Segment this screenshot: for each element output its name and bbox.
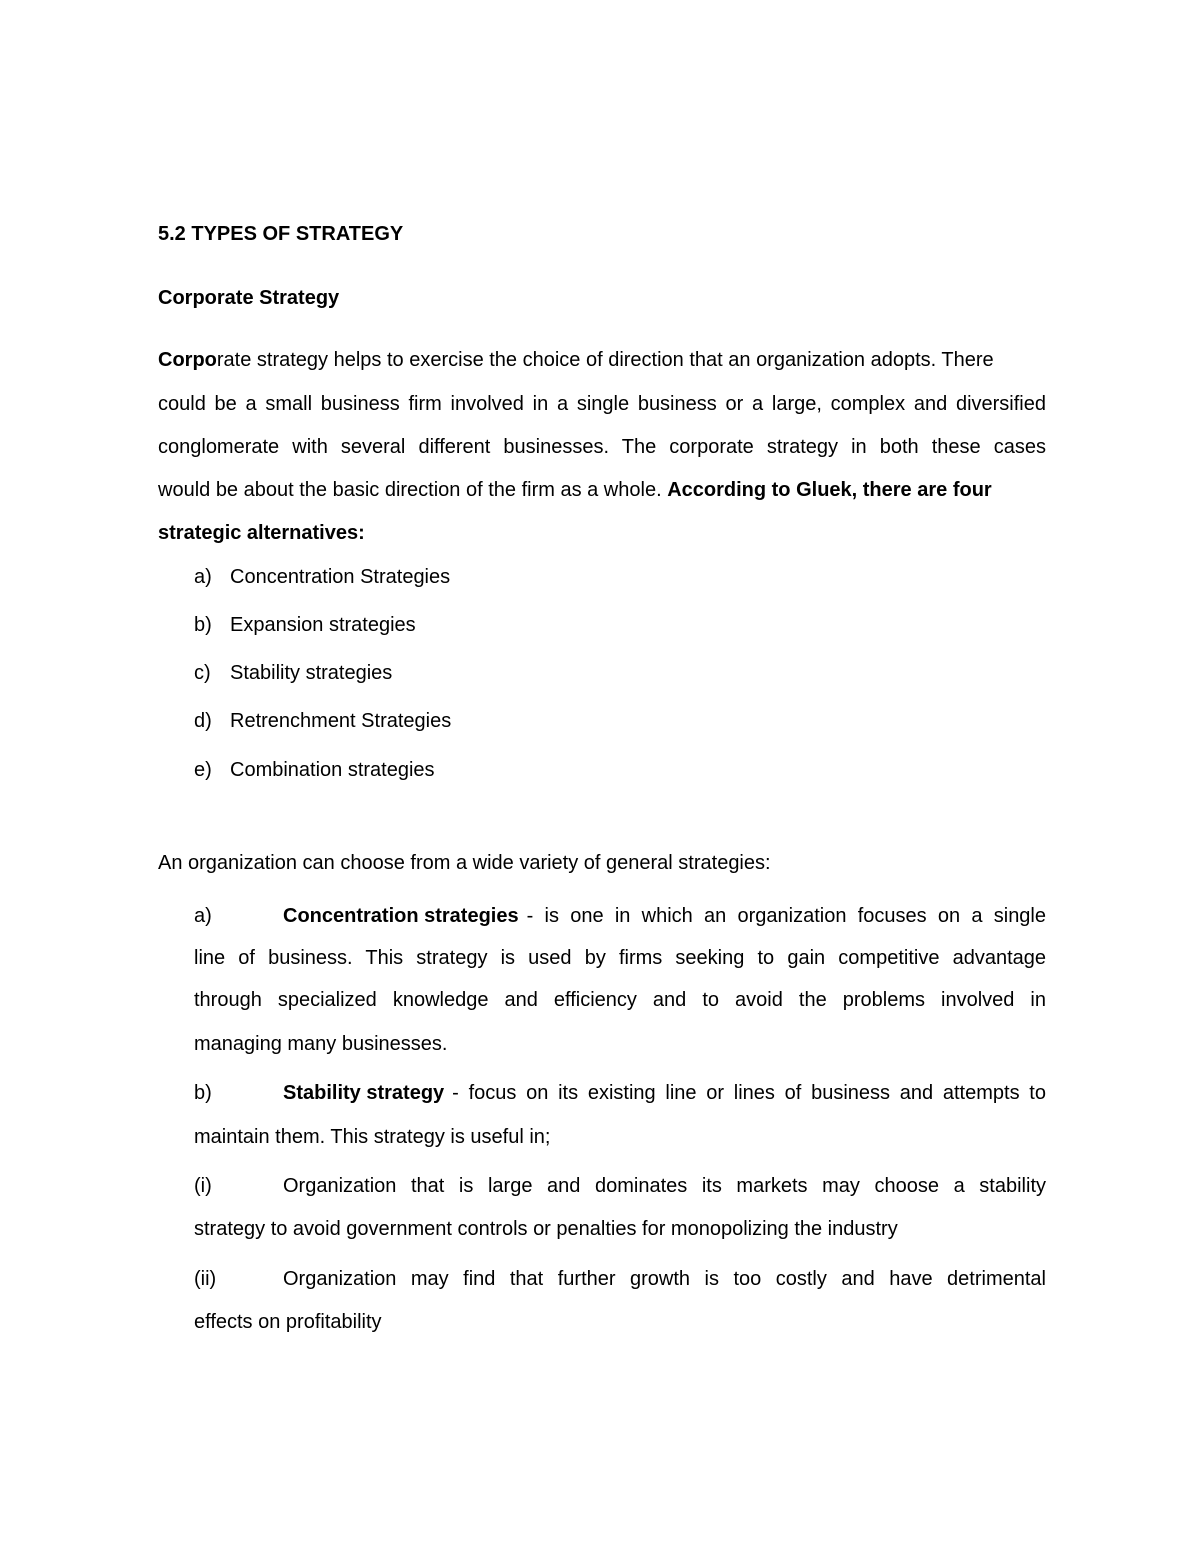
general-ii-line-2: effects on profitability <box>194 1311 382 1333</box>
general-a-line-3: through specialized knowledge and efficiency and to avoid the problems involved in <box>194 989 1046 1011</box>
list-item-marker: e) <box>194 759 212 781</box>
general-a-marker: a) <box>194 905 212 927</box>
general-ii-marker: (ii) <box>194 1268 217 1290</box>
general-i-marker: (i) <box>194 1175 212 1197</box>
intro-line-4 <box>158 479 1046 502</box>
general-b-marker: b) <box>194 1082 212 1104</box>
general-a-term: Concentration strategies <box>283 905 519 927</box>
intro-lead-bold: Corpo <box>158 349 217 371</box>
general-ii-line-1: Organization may find that further growth is too costly and have detrimental <box>283 1268 1046 1290</box>
general-a-line-2: line of business. This strategy is used by firms seeking to gain competitive advantage <box>194 947 1046 969</box>
intro-line-2: could be a small business firm involved in a single business or a large, complex and diversified <box>158 393 1046 415</box>
list-item: Stability strategies <box>230 662 393 684</box>
general-a-line-1-text: - is one in which an organization focuses on a single <box>526 905 1046 927</box>
intro-line-1 <box>158 349 1046 372</box>
list-item-marker: a) <box>194 566 212 588</box>
general-b-term: Stability strategy <box>283 1082 445 1104</box>
general-i-line-2: strategy to avoid government controls or penalties for monopolizing the industry <box>194 1218 898 1240</box>
list-item-marker: b) <box>194 614 212 636</box>
list-item-marker: d) <box>194 710 212 732</box>
list-item: Expansion strategies <box>230 614 416 636</box>
general-i-line-1: Organization that is large and dominates its markets may choose a stability <box>283 1175 1046 1197</box>
intro-line-5: strategic alternatives: <box>158 522 365 544</box>
intro-line-4-bold: According to Gluek, there are four <box>667 479 992 501</box>
general-b-line-1-text: - focus on its existing line or lines of business and attempts to <box>452 1082 1046 1104</box>
list-item: Retrenchment Strategies <box>230 710 452 732</box>
list-item-marker: c) <box>194 662 211 684</box>
general-b-line-2: maintain them. This strategy is useful in; <box>194 1126 551 1148</box>
general-a-line-4: managing many businesses. <box>194 1033 448 1055</box>
subheading: Corporate Strategy <box>158 287 340 309</box>
intro-line-4-text: would be about the basic direction of the firm as a whole. <box>158 479 662 501</box>
general-b-line-1 <box>283 1082 1046 1105</box>
list-item: Concentration Strategies <box>230 566 451 588</box>
intro-line-3: conglomerate with several different businesses. The corporate strategy in both these cases <box>158 436 1046 458</box>
section-title: 5.2 TYPES OF STRATEGY <box>158 223 404 245</box>
list-item: Combination strategies <box>230 759 435 781</box>
general-intro: An organization can choose from a wide variety of general strategies: <box>158 852 771 874</box>
intro-line-1-text: rate strategy helps to exercise the choice of direction that an organization adopts. There <box>216 349 994 371</box>
general-a-line-1 <box>283 905 1046 928</box>
